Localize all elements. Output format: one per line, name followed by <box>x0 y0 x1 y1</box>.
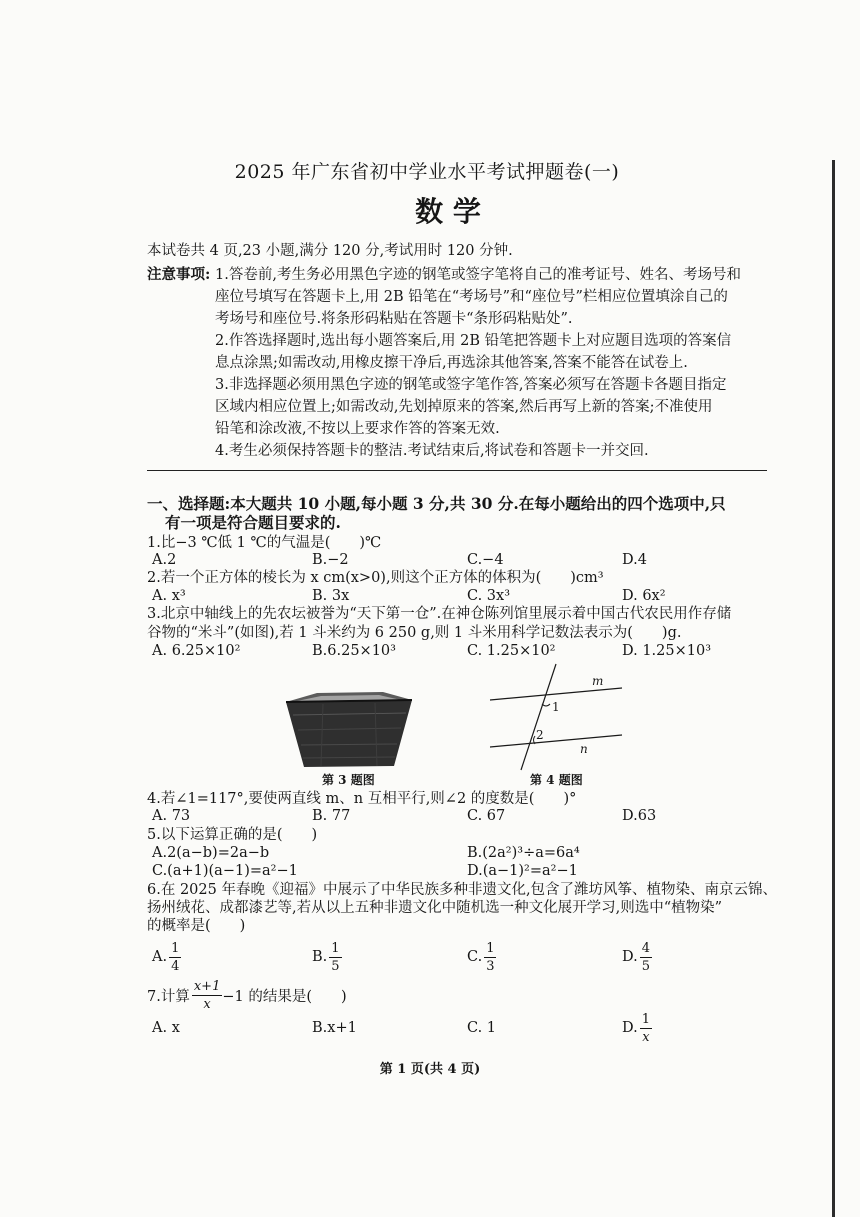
question-6-option-b <box>312 939 342 975</box>
note-3-line-2: 区域内相应位置上;如需改动,先划掉原来的答案,然后再写上新的答案;不准使用 <box>215 399 713 415</box>
question-2-option-a: A. x³ <box>152 588 186 604</box>
label-angle-2: 2 <box>536 728 544 742</box>
question-3-option-d: D. 1.25×10³ <box>622 643 712 659</box>
parallel-lines-figure <box>480 660 640 772</box>
question-2-stem: 2.若一个正方体的棱长为 x cm(x>0),则这个正方体的体积为( )cm³ <box>147 570 604 586</box>
question-3-option-a: A. 6.25×10² <box>152 643 241 659</box>
section-divider <box>147 470 767 471</box>
notes-label: 注意事项: <box>147 266 211 283</box>
fraction-denominator: x <box>642 1029 650 1045</box>
note-2-line-1: 2.作答选择题时,选出每小题答案后,用 2B 铅笔把答题卡上对应题目选项的答案信 <box>215 333 732 349</box>
question-5-option-a: A.2(a−b)=2a−b <box>152 845 270 861</box>
question-4-option-c: C. 67 <box>467 808 506 824</box>
question-1-stem: 1.比−3 ℃低 1 ℃的气温是( )℃ <box>147 535 382 551</box>
figure-3-caption: 第 3 题图 <box>322 773 375 787</box>
question-1-option-a: A.2 <box>152 552 177 568</box>
fraction <box>484 941 496 974</box>
angle-2-arc <box>534 736 536 744</box>
question-6-stem-line-1: 6.在 2025 年春晚《迎福》中展示了中华民族多种非遗文化,包含了潍坊风筝、植物染、南京云锦、 <box>147 882 778 898</box>
question-3-stem-line-2: 谷物的“米斗”(如图),若 1 斗米约为 6 250 g,则 1 斗米用科学记数法表示为( )g. <box>147 625 682 641</box>
question-5-stem: 5.以下运算正确的是( ) <box>147 827 318 843</box>
option-label: C. <box>467 949 483 965</box>
note-4-line-1: 4.考生必须保持答题卡的整洁.考试结束后,将试卷和答题卡一并交回. <box>215 443 649 459</box>
fraction <box>169 941 181 974</box>
question-6-option-c <box>467 939 496 975</box>
line-m <box>490 688 622 700</box>
label-n: n <box>580 742 588 756</box>
question-1-option-c: C.−4 <box>467 552 504 568</box>
question-2-option-b: B. 3x <box>312 588 350 604</box>
fraction-numerator: 1 <box>331 940 340 956</box>
question-7-option-c: C. 1 <box>467 1020 497 1036</box>
question-2-option-c: C. 3x³ <box>467 588 511 604</box>
note-3-line-3: 铅笔和涂改液,不按以上要求作答的答案无效. <box>215 421 500 437</box>
question-4-option-d: D.63 <box>622 808 657 824</box>
fraction-numerator: 1 <box>486 940 495 956</box>
option-label: D. <box>622 1020 638 1036</box>
fraction <box>640 1012 652 1045</box>
question-6-stem-line-3: 的概率是( ) <box>147 918 246 934</box>
label-m: m <box>592 674 604 688</box>
note-1-line-3: 考场号和座位号.将条形码粘贴在答题卡“条形码粘贴处”. <box>215 311 573 327</box>
transversal-line <box>521 664 556 770</box>
fraction-denominator: 5 <box>331 958 340 974</box>
question-2-option-d: D. 6x² <box>622 588 666 604</box>
question-7-option-a: A. x <box>152 1020 180 1036</box>
question-4-stem: 4.若∠1=117°,要使两直线 m、n 互相平行,则∠2 的度数是( )° <box>147 791 577 807</box>
option-label: D. <box>622 949 638 965</box>
fraction-denominator: 4 <box>171 958 180 974</box>
question-7-option-d <box>622 1010 652 1046</box>
option-label: B. <box>312 949 328 965</box>
note-2-line-2: 息点涂黑;如需改动,用橡皮擦干净后,再选涂其他答案,答案不能答在试卷上. <box>215 355 688 371</box>
note-3-line-1: 3.非选择题必须用黑色字迹的钢笔或签字笔作答,答案必须写在答题卡各题目指定 <box>215 377 727 393</box>
fraction <box>329 941 341 974</box>
section-heading-line-2: 有一项是符合题目要求的. <box>165 513 341 532</box>
question-5-option-d: D.(a−1)²=a²−1 <box>467 863 578 879</box>
fraction-denominator: 3 <box>486 958 495 974</box>
exam-intro: 本试卷共 4 页,23 小题,满分 120 分,考试用时 120 分钟. <box>147 243 513 259</box>
question-7-prefix: 7.计算 <box>147 988 190 1005</box>
subject-title: 数 学 <box>415 195 481 228</box>
fraction-denominator: x <box>203 996 211 1012</box>
fraction <box>192 979 223 1012</box>
question-6-stem-line-2: 扬州绒花、成都漆艺等,若从以上五种非遗文化中随机选一种文化展开学习,则选中“植物染” <box>147 900 723 916</box>
fraction-numerator: x+1 <box>193 978 221 994</box>
question-5-option-b: B.(2a²)³÷a=6a⁴ <box>467 845 580 861</box>
question-5-option-c: C.(a+1)(a−1)=a²−1 <box>152 863 298 879</box>
question-6-option-d <box>622 939 652 975</box>
question-7-option-b: B.x+1 <box>312 1020 357 1036</box>
section-heading-line-1: 一、选择题:本大题共 10 小题,每小题 3 分,共 30 分.在每小题给出的四个选项中,只 <box>147 494 726 513</box>
exam-title: 2025 年广东省初中学业水平考试押题卷(一) <box>234 161 620 183</box>
question-3-option-c: C. 1.25×10² <box>467 643 556 659</box>
question-4-option-b: B. 77 <box>312 808 351 824</box>
scan-edge-line <box>832 160 835 1217</box>
fraction-numerator: 4 <box>641 940 650 956</box>
question-1-option-b: B.−2 <box>312 552 349 568</box>
question-1-option-d: D.4 <box>622 552 647 568</box>
question-3-option-b: B.6.25×10³ <box>312 643 396 659</box>
option-label: A. <box>152 949 168 965</box>
fraction-numerator: 1 <box>171 940 180 956</box>
line-n <box>490 735 622 747</box>
label-angle-1: 1 <box>552 700 560 714</box>
fraction-denominator: 5 <box>641 958 650 974</box>
figure-4-caption: 第 4 题图 <box>530 773 583 787</box>
question-4-option-a: A. 73 <box>152 808 191 824</box>
question-6-option-a <box>152 939 181 975</box>
fraction <box>640 941 652 974</box>
note-1-line-2: 座位号填写在答题卡上,用 2B 铅笔在“考场号”和“座位号”栏相应位置填涂自己的 <box>215 289 728 305</box>
question-7-suffix: −1 的结果是( ) <box>222 988 347 1005</box>
mi-dou-figure <box>283 690 415 770</box>
question-3-stem-line-1: 3.北京中轴线上的先农坛被誉为“天下第一仓”.在神仓陈列馆里展示着中国古代农民用作存储 <box>147 606 732 622</box>
fraction-numerator: 1 <box>641 1011 650 1027</box>
note-1-line-1: 1.答卷前,考生务必用黑色字迹的钢笔或签字笔将自己的准考证号、姓名、考场号和 <box>215 267 741 283</box>
page-number: 第 1 页(共 4 页) <box>379 1062 481 1077</box>
question-7-stem <box>147 977 347 1013</box>
